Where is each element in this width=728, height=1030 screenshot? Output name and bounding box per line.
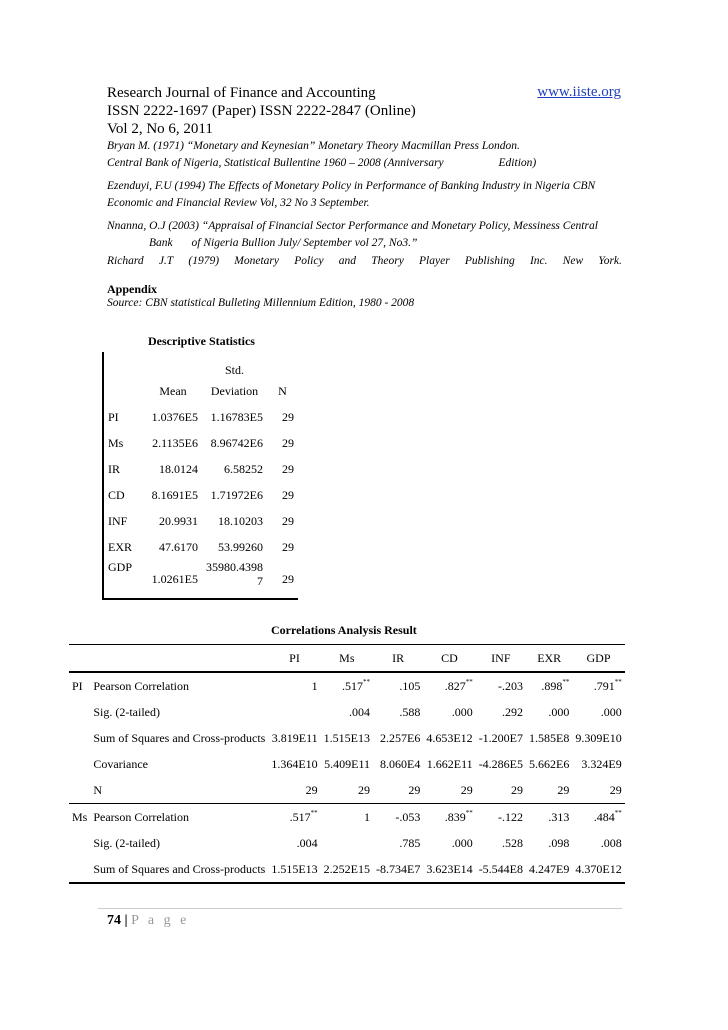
corr-cell-value: 29 (511, 782, 524, 797)
corr-cell (268, 672, 320, 699)
page-footer (107, 913, 189, 929)
corr-cell (321, 725, 373, 751)
corr-cell (572, 830, 624, 856)
desc-row-label: EXR (108, 539, 132, 554)
corr-cell (572, 699, 624, 725)
desc-row-ir (103, 456, 298, 482)
corr-cell-value: .000 (600, 704, 622, 719)
corr-row (69, 804, 625, 831)
reference-ezenduyi: Ezenduyi, F.U (1994) The Effects of Monetary Policy in Performance of Banking Industry in Nigeria CBN (107, 180, 596, 192)
corr-cell-value: .517 (289, 809, 311, 824)
corr-cell (373, 830, 423, 856)
reference-richard (107, 253, 622, 270)
corr-header-cd: CD (441, 650, 458, 665)
reference-nnanna-rest: of Nigeria Bullion July/ September vol 27, No3.” (191, 237, 418, 249)
corr-cell-value: -.122 (498, 809, 524, 824)
desc-row-n: 29 (282, 435, 294, 450)
significance-marker: ** (465, 677, 473, 686)
corr-cell (268, 725, 320, 751)
corr-cell (526, 830, 572, 856)
corr-cell (476, 804, 526, 831)
desc-row-n: 29 (282, 571, 294, 586)
corr-row-label: Pearson Correlation (93, 678, 189, 693)
corr-cell-value: .827 (444, 678, 466, 693)
corr-cell-value: .588 (399, 704, 421, 719)
desc-row-std (202, 560, 267, 599)
corr-cell (526, 725, 572, 751)
desc-row-label: CD (108, 487, 125, 502)
volume-line: Vol 2, No 6, 2011 (107, 121, 213, 137)
corr-cell-value: .528 (502, 835, 524, 850)
corr-cell (321, 856, 373, 883)
reference-richard-word: Inc. (529, 255, 548, 267)
desc-gdp-std-b: 7 (257, 574, 263, 588)
corr-cell (423, 777, 475, 804)
significance-marker: ** (310, 808, 318, 817)
corr-cell (476, 856, 526, 883)
corr-cell (476, 751, 526, 777)
desc-row-std: 1.71972E6 (210, 487, 263, 502)
corr-cell-value: 1 (364, 809, 371, 824)
corr-cell (476, 725, 526, 751)
reference-richard-word: Policy (294, 255, 324, 267)
corr-cell (321, 777, 373, 804)
correlations-table (69, 644, 625, 884)
appendix-source: Source: CBN statistical Bulleting Millennium Edition, 1980 - 2008 (107, 297, 415, 309)
desc-row-mean: 2.1135E6 (152, 435, 198, 450)
corr-cell (423, 699, 475, 725)
corr-cell (373, 725, 423, 751)
corr-cell-value: 3.819E11 (271, 730, 318, 745)
corr-row (69, 751, 625, 777)
issn-line: ISSN 2222-1697 (Paper) ISSN 2222-2847 (Online) (107, 103, 416, 119)
reference-richard-word: York. (598, 255, 622, 267)
corr-row-variable: PI (72, 678, 83, 693)
corr-cell-value: .098 (548, 835, 570, 850)
corr-cell-value: .000 (451, 835, 473, 850)
reference-richard-word: New (562, 255, 584, 267)
significance-marker: ** (562, 677, 570, 686)
corr-cell (268, 777, 320, 804)
corr-cell-value: 1.515E13 (271, 861, 318, 876)
corr-cell (268, 830, 320, 856)
corr-cell-value: 5.409E11 (324, 756, 371, 771)
corr-row-label: Covariance (93, 756, 148, 771)
corr-cell (476, 830, 526, 856)
reference-richard-word: Player (419, 255, 450, 267)
corr-cell-value: 2.252E15 (323, 861, 371, 876)
corr-cell-value: .004 (349, 704, 371, 719)
corr-cell (423, 856, 475, 883)
journal-url-link[interactable]: www.iiste.org (537, 84, 621, 100)
corr-cell-value: .105 (399, 678, 421, 693)
corr-cell-value: -1.200E7 (478, 730, 524, 745)
corr-row-variable (69, 830, 90, 856)
desc-row-label: Ms (108, 435, 124, 450)
desc-row-std: 8.96742E6 (210, 435, 263, 450)
reference-nnanna: Nnanna, O.J (2003) “Appraisal of Financial Sector Performance and Monetary Policy, Messiness Central (107, 220, 598, 232)
corr-cell (476, 672, 526, 699)
desc-row-label: GDP (108, 560, 133, 574)
desc-header-mean: Mean (159, 383, 187, 398)
reference-cbn-edition: Edition) (498, 157, 537, 169)
corr-header-gdp: GDP (586, 650, 611, 665)
corr-cell (572, 777, 624, 804)
corr-row (69, 699, 625, 725)
corr-cell-value: -5.544E8 (478, 861, 524, 876)
reference-richard-word: (1979) (188, 255, 220, 267)
corr-cell-value: 1 (311, 678, 318, 693)
corr-cell-value: 8.060E4 (380, 756, 421, 771)
corr-header-inf: INF (491, 650, 511, 665)
corr-cell-value: 29 (358, 782, 371, 797)
corr-header-exr: EXR (537, 650, 562, 665)
desc-gdp-std-a: 35980.4398 (206, 560, 263, 574)
corr-cell-value: .839 (444, 809, 466, 824)
corr-cell (423, 725, 475, 751)
corr-cell-value: .898 (541, 678, 563, 693)
corr-cell (321, 672, 373, 699)
corr-cell (572, 725, 624, 751)
corr-cell (423, 830, 475, 856)
desc-row-std: 18.10203 (218, 513, 263, 528)
corr-cell-value: 1.364E10 (271, 756, 318, 771)
reference-richard-word: Theory (371, 255, 404, 267)
corr-cell (476, 777, 526, 804)
corr-cell (321, 751, 373, 777)
corr-cell (526, 672, 572, 699)
page-separator: | (124, 913, 128, 928)
reference-richard-word: Publishing (464, 255, 515, 267)
desc-row-n: 29 (282, 539, 294, 554)
corr-cell-value: .008 (600, 835, 622, 850)
desc-row-label: INF (108, 513, 128, 528)
corr-row-variable (69, 699, 90, 725)
corr-cell-value: .785 (399, 835, 421, 850)
corr-cell-value: .004 (296, 835, 318, 850)
corr-cell (526, 777, 572, 804)
corr-cell (572, 751, 624, 777)
corr-cell-value: 29 (305, 782, 318, 797)
corr-cell (526, 751, 572, 777)
corr-row-variable: Ms (72, 809, 88, 824)
corr-cell (373, 856, 423, 883)
reference-richard-word: Richard (107, 255, 144, 267)
desc-row-pi (103, 404, 298, 430)
corr-cell-value: 4.370E12 (575, 861, 622, 876)
desc-header-std: Std. (224, 363, 244, 377)
desc-row-label: PI (108, 409, 119, 424)
corr-cell-value: .517 (342, 678, 364, 693)
corr-cell (572, 804, 624, 831)
corr-cell (268, 699, 320, 725)
corr-cell-value: .791 (593, 678, 615, 693)
corr-cell (373, 777, 423, 804)
corr-row-label: N (93, 782, 103, 797)
corr-cell-value: 3.324E9 (581, 756, 622, 771)
corr-cell-value: 2.257E6 (380, 730, 421, 745)
corr-cell-value: -.053 (395, 809, 421, 824)
reference-nnanna-bank: Bank (149, 237, 173, 249)
corr-row-variable (69, 751, 90, 777)
desc-row-n: 29 (282, 461, 294, 476)
desc-row-n: 29 (282, 409, 294, 424)
corr-row (69, 830, 625, 856)
corr-cell (373, 751, 423, 777)
desc-row-inf (103, 508, 298, 534)
descriptive-title: Descriptive Statistics (148, 334, 255, 348)
desc-row-mean: 20.9931 (159, 513, 198, 528)
corr-row-variable (69, 725, 90, 751)
corr-row (69, 672, 625, 699)
corr-cell-value: 9.309E10 (575, 730, 622, 745)
corr-row-label: Sig. (2-tailed) (93, 835, 160, 850)
reference-richard-word: and (338, 255, 357, 267)
desc-row-std: 6.58252 (224, 461, 263, 476)
corr-cell-value: 29 (408, 782, 421, 797)
desc-header-n: N (278, 383, 287, 398)
desc-header-deviation: Deviation (210, 383, 259, 398)
corr-cell-value: -.203 (498, 678, 524, 693)
corr-cell-value: .000 (548, 704, 570, 719)
corr-row-label: Pearson Correlation (93, 809, 189, 824)
corr-cell-value: 3.623E14 (426, 861, 473, 876)
desc-row-mean: 1.0376E5 (151, 409, 198, 424)
desc-row-ms (103, 430, 298, 456)
desc-row-mean: 18.0124 (159, 461, 198, 476)
corr-header-ms: Ms (339, 650, 355, 665)
journal-title: Research Journal of Finance and Accounting (107, 85, 376, 101)
corr-cell-value: .292 (502, 704, 524, 719)
significance-marker: ** (614, 808, 622, 817)
corr-cell (321, 830, 373, 856)
corr-cell-value: 1.515E13 (323, 730, 371, 745)
footer-rule (98, 908, 622, 909)
appendix-title: Appendix (107, 282, 158, 296)
corr-row-variable (69, 777, 90, 804)
significance-marker: ** (465, 808, 473, 817)
corr-cell (572, 672, 624, 699)
corr-cell (268, 856, 320, 883)
corr-cell-value: 29 (557, 782, 570, 797)
reference-cbn (107, 155, 622, 172)
descriptive-table (102, 352, 298, 600)
corr-header-ir: IR (392, 650, 405, 665)
corr-cell-value: .000 (451, 704, 473, 719)
corr-cell (572, 856, 624, 883)
corr-row (69, 725, 625, 751)
corr-row-label: Sum of Squares and Cross-products (93, 730, 266, 745)
correlations-title: Correlations Analysis Result (271, 623, 417, 637)
desc-row-label: IR (108, 461, 120, 476)
desc-row-std: 53.99260 (218, 539, 263, 554)
corr-cell (526, 856, 572, 883)
corr-cell (526, 804, 572, 831)
corr-cell (268, 751, 320, 777)
corr-cell-value: 1.585E8 (529, 730, 570, 745)
corr-cell-value: 4.653E12 (426, 730, 473, 745)
reference-richard-word: J.T (158, 255, 174, 267)
corr-cell (423, 751, 475, 777)
corr-cell-value: 4.247E9 (529, 861, 570, 876)
reference-richard-word: Monetary (234, 255, 279, 267)
corr-cell (321, 804, 373, 831)
corr-cell-value: 1.662E11 (426, 756, 473, 771)
reference-ezenduyi-cont: Economic and Financial Review Vol, 32 No 3 September. (107, 197, 370, 209)
corr-cell (373, 804, 423, 831)
desc-row-mean: 8.1691E5 (151, 487, 198, 502)
desc-row-n: 29 (282, 513, 294, 528)
corr-cell (423, 672, 475, 699)
corr-cell-value: .313 (548, 809, 570, 824)
corr-row (69, 856, 625, 883)
corr-row-label: Sig. (2-tailed) (93, 704, 160, 719)
desc-row-gdp (103, 560, 298, 599)
corr-cell (321, 699, 373, 725)
corr-cell-value: 5.662E6 (529, 756, 570, 771)
reference-nnanna-cont (107, 235, 622, 252)
reference-bryan: Bryan M. (1971) “Monetary and Keynesian” Monetary Theory Macmillan Press London. (107, 140, 520, 152)
desc-row-mean: 1.0261E5 (151, 571, 198, 586)
page-number: 74 (107, 913, 121, 928)
corr-cell (526, 699, 572, 725)
corr-cell (268, 804, 320, 831)
reference-cbn-main: Central Bank of Nigeria, Statistical Bullentine 1960 – 2008 (Anniversary (107, 157, 444, 169)
corr-row (69, 777, 625, 804)
corr-cell-value: .484 (593, 809, 615, 824)
corr-cell-value: -4.286E5 (478, 756, 524, 771)
corr-row-label: Sum of Squares and Cross-products (93, 861, 266, 876)
significance-marker: ** (363, 677, 371, 686)
desc-row-cd (103, 482, 298, 508)
corr-row-variable (69, 856, 90, 883)
desc-row-mean: 47.6170 (159, 539, 198, 554)
corr-cell (423, 804, 475, 831)
significance-marker: ** (614, 677, 622, 686)
corr-cell (373, 699, 423, 725)
desc-row-std: 1.16783E5 (210, 409, 263, 424)
corr-cell (373, 672, 423, 699)
corr-header-pi: PI (289, 650, 300, 665)
desc-row-exr (103, 534, 298, 560)
page-word: P a g e (131, 913, 190, 928)
corr-cell (476, 699, 526, 725)
corr-cell-value: -8.734E7 (376, 861, 421, 876)
corr-cell-value: 29 (460, 782, 473, 797)
corr-cell-value: 29 (609, 782, 622, 797)
desc-row-n: 29 (282, 487, 294, 502)
